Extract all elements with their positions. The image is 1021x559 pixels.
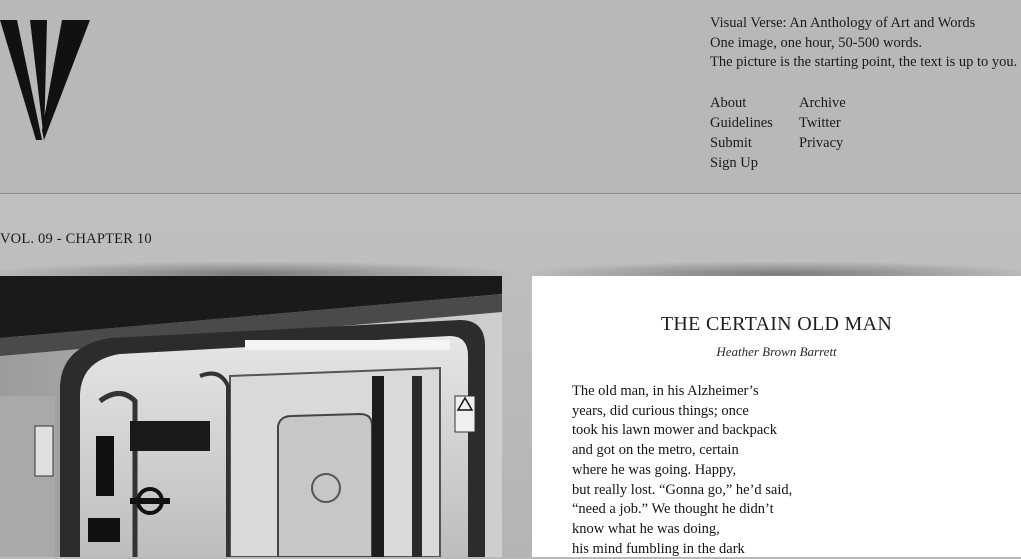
- tagline-line: Visual Verse: An Anthology of Art and Words: [710, 15, 976, 31]
- site-tagline: [710, 14, 1017, 73]
- nav-column-2: [799, 93, 846, 153]
- poem-line: know what he was doing,: [572, 520, 720, 537]
- site-logo[interactable]: [0, 12, 100, 147]
- poem-line: took his lawn mower and backpack: [572, 422, 777, 439]
- poem-line: his mind fumbling in the dark: [572, 540, 745, 557]
- nav-link-guidelines[interactable]: Guidelines: [710, 115, 773, 131]
- poem-line: “need a job.” We thought he didn’t: [572, 501, 774, 518]
- poem-title: THE CERTAIN OLD MAN: [660, 313, 893, 335]
- poem-line: The old man, in his Alzheimer’s: [572, 383, 759, 399]
- site-header: [0, 0, 1021, 193]
- nav-link-sign-up[interactable]: Sign Up: [710, 155, 758, 171]
- nav-link-about[interactable]: About: [710, 95, 747, 111]
- nav-link-archive[interactable]: Archive: [799, 95, 846, 111]
- poem-panel: [532, 276, 1021, 557]
- poem-line: but really lost. “Gonna go,” he’d said,: [572, 481, 793, 498]
- tagline-line: The picture is the starting point, the text is up to you.: [710, 54, 1018, 70]
- poem-author[interactable]: Heather Brown Barrett: [716, 344, 837, 359]
- poem-line: years, did curious things; once: [572, 402, 749, 419]
- tagline-line: One image, one hour, 50-500 words.: [710, 34, 923, 51]
- issue-label: VOL. 09 - CHAPTER 10: [0, 231, 152, 247]
- subway-train-photo: [0, 276, 502, 557]
- artwork-image[interactable]: [0, 276, 502, 557]
- poem-line: where he was going. Happy,: [572, 461, 737, 478]
- nav-link-privacy[interactable]: Privacy: [799, 135, 844, 151]
- nav-column-1: [710, 93, 773, 173]
- nav-link-submit[interactable]: Submit: [710, 135, 752, 151]
- poem-body: [572, 382, 792, 559]
- poem-line: and got on the metro, certain: [572, 442, 739, 459]
- nav-link-twitter[interactable]: Twitter: [799, 115, 841, 131]
